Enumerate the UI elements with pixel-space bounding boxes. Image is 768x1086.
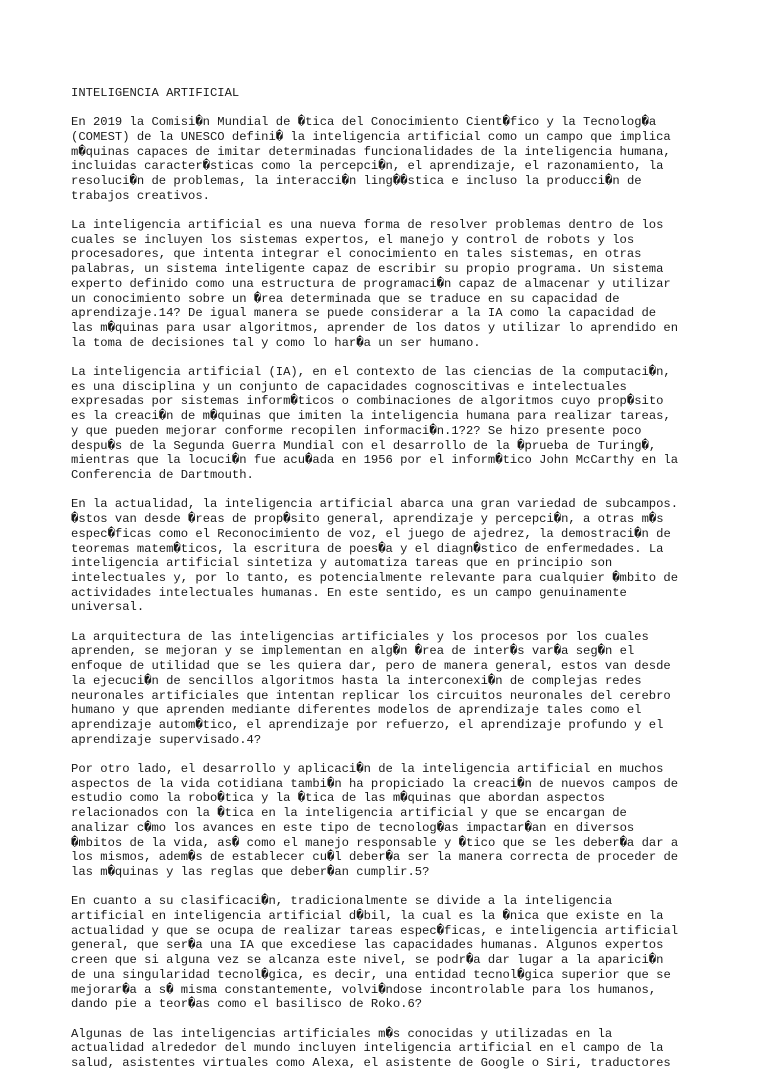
document-body bbox=[71, 71, 701, 1086]
paragraph-known-ais: Algunas de las inteligencias artificiales m�s conocidas y utilizadas en la actualidad alrededor del mundo incluyen inteligencia artificial en el campo de la salud, asistentes virtuales como Alexa, el asistente de Google o Siri, traductores bbox=[71, 1026, 671, 1071]
document-title: INTELIGENCIA ARTIFICIAL bbox=[71, 85, 240, 100]
paragraph-problem-solving: La inteligencia artificial es una nueva forma de resolver problemas dentro de los cuales se incluyen los sistemas expertos, el manejo y control de robots y los procesadores, que intenta integrar el conocimiento en tales sistemas, en otras palabras, un sistema inteligente capaz de escribir su propio programa. Un sistema experto definido como una estructura de programaci�n capaz de almacenar y utilizar un conocimiento sobre un �rea determinada que se traduce en su capacidad de aprendizaje.14? De igual manera se puede considerar a la IA como la capacidad de las m�quinas para usar algoritmos, aprender de los datos y utilizar lo aprendido en la toma de decisiones tal y como lo har�a un ser humano. bbox=[71, 218, 679, 350]
paragraph-classification: En cuanto a su clasificaci�n, tradicionalmente se divide a la inteligencia artificial en inteligencia artificial d�bil, la cual es la �nica que existe en la actualidad y que se ocupa de realizar tareas espec�ficas, e inteligencia artificial general, que ser�a una IA que excediese las capacidades humanas. Algunos expertos creen que si alguna vez se alcanza este nivel, se podr�a dar lugar a la aparici�n de una singularidad tecnol�gica, es decir, una entidad tecnol�gica superior que se mejorar�a a s� misma constantemente, volvi�ndose incontrolable para los humanos, dando pie a teor�as como el basilisco de Roko.6? bbox=[71, 894, 679, 1012]
paragraph-subfields: En la actualidad, la inteligencia artificial abarca una gran variedad de subcampos. �stos van desde �reas de prop�sito general, aprendizaje y percepci�n, a otras m�s espec�ficas como el Reconocimiento de voz, el juego de ajedrez, la demostraci�n de teoremas matem�ticos, la escritura de poes�a y el diagn�stico de enfermedades. La inteligencia artificial sintetiza y automatiza tareas que en principio son intelectuales y, por lo tanto, es potencialmente relevante para cualquier �mbito de actividades intelectuales humanas. En este sentido, es un campo genuinamente universal. bbox=[71, 497, 679, 615]
paragraph-computing-context: La inteligencia artificial (IA), en el contexto de las ciencias de la computaci�n, es una disciplina y un conjunto de capacidades cognoscitivas e intelectuales expresadas por sistemas inform�ticos o combinaciones de algoritmos cuyo prop�sito es la creaci�n de m�quinas que imiten la inteligencia humana para realizar tareas, y que pueden mejorar conforme recopilen informaci�n.1?2? Se hizo presente poco despu�s de la Segunda Guerra Mundial con el desarrollo de la �prueba de Turing�, mientras que la locuci�n fue acu�ada en 1956 por el inform�tico John McCarthy en la Conferencia de Dartmouth. bbox=[71, 365, 679, 482]
paragraph-definition-comest: En 2019 la Comisi�n Mundial de �tica del Conocimiento Cient�fico y la Tecnolog�a (COMEST) de la UNESCO defini� la inteligencia artificial como un campo que implica m�quinas capaces de imitar determinadas funcionalidades de la inteligencia humana, incluidas caracter�sticas como la percepci�n, el aprendizaje, el razonamiento, la resoluci�n de problemas, la interacci�n ling��stica e incluso la producci�n de trabajos creativos. bbox=[71, 115, 671, 203]
paragraph-architecture: La arquitectura de las inteligencias artificiales y los procesos por los cuales aprenden, se mejoran y se implementan en alg�n �rea de inter�s var�a seg�n el enfoque de utilidad que se les quiera dar, pero de manera general, estos van desde la ejecuci�n de sencillos algoritmos hasta la interconexi�n de complejas redes neuronales artificiales que intentan replicar los circuitos neuronales del cerebro humano y que aprenden mediante diferentes modelos de aprendizaje tales como el aprendizaje autom�tico, el aprendizaje por refuerzo, el aprendizaje profundo y el aprendizaje supervisado.4? bbox=[71, 629, 671, 747]
paragraph-ethics: Por otro lado, el desarrollo y aplicaci�n de la inteligencia artificial en muchos aspectos de la vida cotidiana tambi�n ha propiciado la creaci�n de nuevos campos de estudio como la robo�tica y la �tica de las m�quinas que abordan aspectos relacionados con la �tica en la inteligencia artificial y que se encargan de analizar c�mo los avances en este tipo de tecnolog�as impactar�an en diversos �mbitos de la vida, as� como el manejo responsable y �tico que se les deber�a dar a los mismos, adem�s de establecer cu�l deber�a ser la manera correcta de proceder de las m�quinas y las reglas que deber�an cumplir.5? bbox=[71, 762, 679, 879]
